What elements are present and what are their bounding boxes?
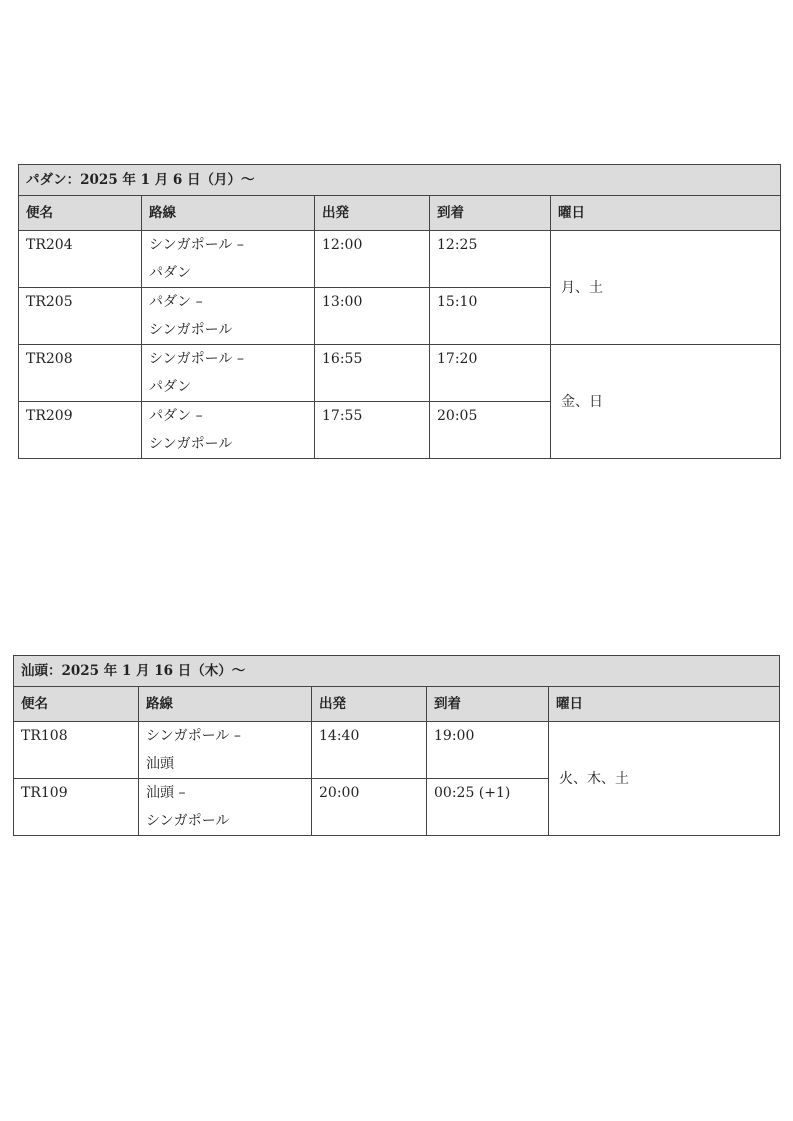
header-flight: 便名	[14, 687, 139, 722]
header-route: 路線	[142, 196, 315, 231]
shantou-schedule-table	[13, 655, 780, 836]
depart-time: 17:55	[315, 402, 430, 459]
route-line: シンガポール	[149, 436, 233, 452]
depart-time: 14:40	[312, 722, 427, 779]
header-route: 路線	[139, 687, 312, 722]
route	[142, 231, 315, 288]
route-line: パダン	[149, 379, 192, 395]
table-caption-row	[19, 165, 781, 196]
operating-days: 金、日	[551, 345, 781, 459]
arrive-time: 15:10	[430, 288, 551, 345]
table-row	[19, 345, 781, 402]
table-row	[14, 722, 780, 779]
route-line: シンガポール –	[146, 728, 241, 744]
route	[139, 722, 312, 779]
header-days: 曜日	[551, 196, 781, 231]
route-line: パダン –	[149, 294, 203, 310]
arrive-time: 00:25 (+1)	[427, 779, 549, 836]
header-depart: 出発	[312, 687, 427, 722]
route	[139, 779, 312, 836]
table-header-row	[19, 196, 781, 231]
flight-number: TR204	[19, 231, 142, 288]
padang-schedule-table	[18, 164, 781, 459]
route	[142, 288, 315, 345]
header-arrive: 到着	[427, 687, 549, 722]
header-depart: 出発	[315, 196, 430, 231]
flight-number: TR209	[19, 402, 142, 459]
header-days: 曜日	[549, 687, 780, 722]
table-caption-row	[14, 656, 780, 687]
arrive-time: 20:05	[430, 402, 551, 459]
route-line: 汕頭	[146, 756, 174, 772]
route	[142, 402, 315, 459]
depart-time: 16:55	[315, 345, 430, 402]
table-row	[19, 231, 781, 288]
operating-days: 火、木、土	[549, 722, 780, 836]
table-caption: パダン：2025 年 1 月 6 日（月）～	[19, 165, 781, 196]
flight-number: TR109	[14, 779, 139, 836]
table-header-row	[14, 687, 780, 722]
arrive-time: 19:00	[427, 722, 549, 779]
table-caption: 汕頭：2025 年 1 月 16 日（木）～	[14, 656, 780, 687]
depart-time: 12:00	[315, 231, 430, 288]
depart-time: 20:00	[312, 779, 427, 836]
route	[142, 345, 315, 402]
header-flight: 便名	[19, 196, 142, 231]
arrive-time: 17:20	[430, 345, 551, 402]
route-line: 汕頭 –	[146, 785, 186, 801]
header-arrive: 到着	[430, 196, 551, 231]
route-line: シンガポール –	[149, 351, 244, 367]
route-line: シンガポール	[146, 813, 230, 829]
flight-number: TR108	[14, 722, 139, 779]
flight-number: TR208	[19, 345, 142, 402]
route-line: シンガポール	[149, 322, 233, 338]
operating-days: 月、土	[551, 231, 781, 345]
route-line: パダン –	[149, 408, 203, 424]
route-line: シンガポール –	[149, 237, 244, 253]
flight-number: TR205	[19, 288, 142, 345]
arrive-time: 12:25	[430, 231, 551, 288]
depart-time: 13:00	[315, 288, 430, 345]
route-line: パダン	[149, 265, 192, 281]
